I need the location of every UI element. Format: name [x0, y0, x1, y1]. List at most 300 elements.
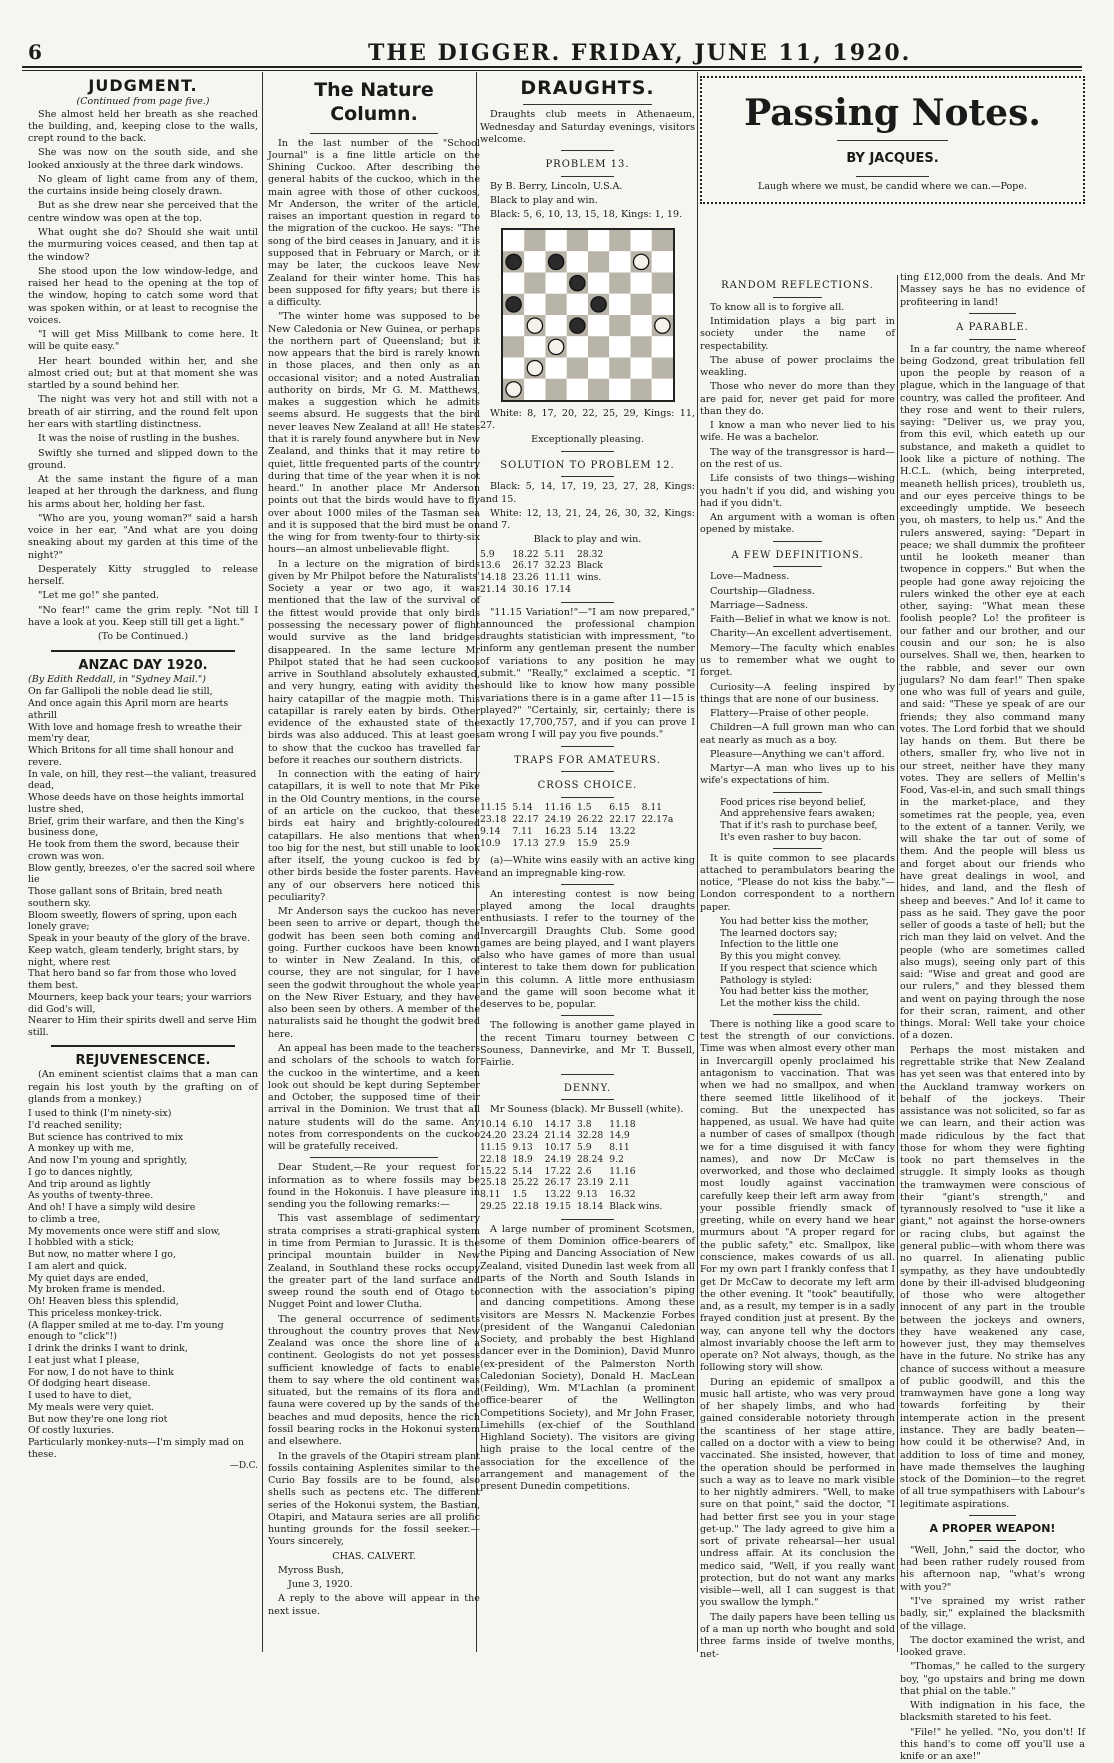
divider — [837, 140, 948, 141]
move-cell: Black — [576, 560, 603, 572]
verse-line: The learned doctors say; — [720, 927, 838, 939]
another-game-paragraph: The following is another game played in the recent Timaru tourney between C Souness, Dannevirke, and Mr T. Bussell, Fairlie. — [480, 1020, 695, 1069]
move-cell: 17.14 — [544, 583, 571, 595]
move-cell: 17.22 — [544, 1165, 571, 1177]
nature-paragraph: "The winter home was supposed to be New Caledonia or New Guinea, or perhaps the northern part of Queensland; but it now appears that the bird is rarely known in those places, and then only as an occasional visitor; and a noted Australian authority on birds, Mr G. M. Matthews, makes a suggestion which he admits seems absurd. He suggests that the bird never leaves New Zealand at all! He states that it is rarely found anywhere but in New Zealand, and thinks that it may retire to quiet, little frequented parts of the country during that time of the year when it is not heard." In another place Mr Anderson points out that the birds would have to fly over about 1000 miles of the Tasman sea and it is supposed that the bird must be on the wing for from twenty-four to thirty-six hours—an almost unbelievable flight. — [268, 311, 480, 556]
board-square — [609, 293, 630, 314]
poem-line: Oh! Heaven bless this splendid, — [28, 1296, 179, 1308]
poem-line: Of dodging heart disease. — [28, 1378, 151, 1390]
column-divider — [697, 72, 698, 1652]
moves-row — [480, 814, 679, 826]
moves-row — [480, 1189, 668, 1201]
column-1 — [28, 72, 258, 1632]
white-piece — [548, 339, 563, 354]
move-cell: 13.6 — [480, 560, 501, 572]
move-cell: 3.8 — [576, 1118, 592, 1130]
judgment-paragraph: Swiftly she turned and slipped down to the ground. — [28, 447, 258, 471]
rejuvenescence-signature: —D.C. — [229, 1460, 258, 1471]
column-2 — [268, 72, 480, 1632]
reflection: The way of the transgressor is hard—on the rest of us. — [700, 446, 895, 470]
move-cell: 1.5 — [576, 802, 592, 814]
move-cell: wins. — [576, 572, 602, 584]
board-square — [651, 336, 672, 357]
moves-row — [480, 802, 679, 814]
white-piece — [505, 381, 520, 396]
judgment-paragraph: No gleam of light came from any of them, the curtains inside being closely drawn. — [28, 173, 258, 198]
judgment-continued: (Continued from page five.) — [76, 96, 210, 108]
passing-motto: Laugh where we must, be candid where we can.—Pope. — [758, 181, 1027, 192]
board-square — [545, 230, 566, 251]
move-cell — [577, 584, 609, 596]
divider — [561, 602, 615, 603]
letter-paragraph: The general occurrence of sediments throughout the country proves that New Zealand was once the shore line of a continent. Geologists do not yet possess sufficient knowledge of facts to enable them to say where the old continent was situated, but the remains of its flora and fauna were covered up by the sands of the beaches and mud deposits, hence the rich fossil bearing rocks in the Hokonui system and elsewhere. — [268, 1313, 480, 1448]
board-square — [609, 336, 630, 357]
poem-line: And once again this April morn are hearts athrill — [28, 698, 229, 721]
move-cell: 1.5 — [512, 1189, 527, 1201]
judgment-paragraph: It was the noise of rustling in the bushes. — [38, 433, 240, 445]
move-cell: 16.32 — [609, 1189, 636, 1201]
smallpox-article — [700, 1019, 895, 1661]
board-square — [566, 336, 587, 357]
problem-title: PROBLEM 13. — [545, 159, 630, 171]
move-cell: 22.17 — [512, 813, 539, 825]
move-cell: 18.22 — [512, 548, 539, 560]
definitions — [700, 571, 895, 787]
move-cell: 26.17 — [544, 1177, 571, 1189]
moves-row — [480, 1119, 668, 1131]
move-cell: 5.14 — [576, 825, 598, 837]
judgment-paragraph: "Let me go!" she panted. — [38, 590, 160, 602]
move-cell: 21.14 — [544, 1130, 571, 1142]
move-cell: 5.14 — [512, 802, 533, 814]
move-cell: 26.17 — [512, 560, 539, 572]
divider — [969, 1540, 1015, 1541]
black-piece — [590, 296, 605, 311]
moves-row — [480, 1201, 668, 1213]
random-reflections — [700, 302, 895, 537]
kiss-verse — [700, 916, 895, 1010]
move-cell: 9.13 — [576, 1189, 598, 1201]
white-piece — [654, 318, 669, 333]
poem-line: to climb a tree, — [28, 1213, 101, 1225]
board-square — [566, 251, 587, 272]
board-square — [524, 293, 545, 314]
judgment-paragraph: "No fear!" came the grim reply. "Not till I have a look at you. Keep still till get a light." — [28, 604, 258, 628]
poem-line: (A flapper smiled at me to-day. I'm young enough to "click"!) — [28, 1319, 224, 1343]
parable-article — [900, 344, 1085, 1511]
weapon-paragraph: The doctor examined the wrist, and looked grave. — [900, 1634, 1085, 1659]
move-cell: 13.22 — [609, 825, 636, 837]
judgment-paragraph: She stood upon the low window-ledge, and raised her head to the opening at the top of the window, hoping to catch some word that was spoken within, or at least to recognise the voices. — [28, 265, 258, 326]
move-cell: 16.23 — [544, 825, 571, 837]
board-square — [503, 230, 524, 251]
moves-row — [480, 1142, 668, 1154]
poem-line: On far Gallipoli the noble dead lie still, — [28, 686, 213, 698]
verse-line: By this you might convey. — [720, 951, 842, 963]
nature-paragraph: Mr Anderson says the cuckoo has never been seen to arrive or depart, though the godwit has been seen both coming and going. Further cuckoos have been known to winter in New Zealand. In this, of course, they are not singular, for I have seen the godwit throughout the whole year on the New River Estuary, and they have also been seen by others. A member of the naturalists said he thought the godwit bred here. — [268, 906, 480, 1040]
board-square — [566, 230, 587, 251]
solution-white: White: 12, 13, 21, 24, 26, 30, 32, Kings: and 7. — [480, 507, 695, 532]
fossil-letter — [268, 1162, 480, 1548]
divider — [561, 476, 615, 477]
letter-paragraph: This vast assemblage of sedimentary strata comprises a strati-graphical system in time from Permian to Jurassic. It is the principal mountain builder in New Zealand, in Southland these rocks occupy the greater part of the land surface and sweep round the south end of Otago to Nugget Point and lower Clutha. — [268, 1213, 480, 1311]
moves-row — [480, 1166, 668, 1178]
to-be-continued: (To be Continued.) — [97, 631, 189, 643]
black-piece — [569, 318, 584, 333]
cross-choice-title: CROSS CHOICE. — [537, 780, 638, 792]
definition: Curiosity—A feeling inspired by things that are none of our business. — [700, 681, 895, 705]
parable-paragraph: Perhaps the most mistaken and regrettable strike that New Zealand has yet seen was that entered into by the Auckland tramway workers on behalf of the jockeys. Their assistance was not solicited, so far as we can learn, and their action was made ridiculous by the fact that those for whom they were fighting took no part themselves in the struggle. It simply looks as though the tramwaymen were conscious of their "giant's strength," and tyrannously resolved to "use it like a giant," not against the horse-owners or racing clubs, but against the general public—with whom there was no quarrel. In alienating public sympathy, as they have undoubtedly done by their ill-advised bludgeoning of those who were altogether innocent of any part in the trouble between the jockeys and owners, they have weakened any case, however just, they may themselves have in the future. No strike has any chance of success without a measure of public goodwill, and this the tramwaymen have gone a long way towards forfeiting by their intemperate action in the present instance. They are badly beaten—how could it be otherwise? And, in addition to loss of time and money, have made themselves the laughing stock of the Dominion—to the regret of all true sympathisers with Labour's legitimate aspirations. — [900, 1044, 1085, 1510]
move-cell: 9.2 — [609, 1153, 624, 1165]
problem-task: Black to play and win. — [490, 195, 598, 207]
definition: Marriage—Sadness. — [710, 599, 809, 611]
nature-body — [268, 138, 480, 1154]
poem-line: With love and homage fresh to wreathe their mem'ry dear, — [28, 721, 242, 745]
board-square — [503, 357, 524, 378]
board-square — [630, 378, 651, 399]
smallpox-paragraph: There is nothing like a good scare to test the strength of our convictions. Time was when almost every other man in Invercargill openly proclaimed his antagonism to vaccination. That was when we had no smallpox, and when there seemed little likelihood of it coming. But the unexpected has happened, as usual. We have had quite a number of cases of smallpox (though we for a time disguised it with fancy names), and now Dr McCaw is overworked, and those who declaimed most loudly against vaccination carefully keep their left arm away from your possible friendly smack of greeting, while on every hand we hear murmurs about "A proper regard for the public safety," etc. Smallpox, like conscience, makes cowards of us all. For my own part I frankly confess that I get Dr McCaw to decorate my left arm the other evening. It "took" beautifully, and, as a result, my temper is in a sadly frayed condition just at present. By the way, can anyone tell why the doctors almost invariably choose the left arm to operate on? Not always, though, as the following story will show. — [700, 1018, 895, 1374]
move-cell: 14.9 — [609, 1130, 630, 1142]
rejuvenescence-intro: (An eminent scientist claims that a man can regain his lost youth by the grafting on of glands from a monkey.) — [28, 1069, 258, 1105]
poem-line: Speak in your beauty of the glory of the brave. — [28, 933, 251, 945]
reflection: Those who never do more than they are paid for, never get paid for more than they do. — [700, 381, 895, 417]
board-square — [651, 230, 672, 251]
move-cell: 22.18 — [512, 1200, 539, 1212]
anzac-byline: (By Edith Reddall, in "Sydney Mail.") — [28, 674, 206, 686]
board-square — [651, 251, 672, 272]
board-square — [609, 272, 630, 293]
moves-row — [480, 1154, 668, 1166]
poem-line: I go to dances nightly, — [28, 1166, 133, 1178]
move-cell: 14.17 — [544, 1118, 571, 1130]
divider — [856, 176, 930, 177]
move-cell: 11.16 — [609, 1165, 636, 1177]
nature-paragraph: In a lecture on the migration of birds given by Mr Philpot before the Naturalists' Society a year or two ago, it was mentioned that the law of the survival of the fittest would provide that only birds possessing the necessary power of flight would survive as the land bridges disappeared. In the same lecture Mr Philpot stated that he had seen cuckoos arrive in Southland absolutely exhausted, and very hungry, eating with avidity the hairy catapillar of the magpie moth. This catapillar is rarely eaten by birds. Other evidence of the exhausted state of the birds was also adduced. This at least goes to show that the cuckoo has travelled far before it reaches our southern districts. — [268, 558, 480, 766]
passing-byline: BY JACQUES. — [846, 151, 939, 166]
column-5 — [900, 272, 1085, 1763]
move-cell: 15.22 — [480, 1165, 507, 1177]
move-cell: 6.15 — [609, 802, 630, 814]
poem-line: And now I'm young and sprightly, — [28, 1155, 188, 1167]
divider — [561, 451, 615, 452]
poem-line: Particularly monkey-nuts—I'm simply mad on these. — [28, 1437, 244, 1460]
divider — [523, 104, 652, 105]
rejuvenescence-poem — [28, 1108, 258, 1461]
move-cell: 25.22 — [512, 1177, 539, 1189]
move-cell: 15.9 — [576, 837, 598, 849]
solution-title: SOLUTION TO PROBLEM 12. — [500, 459, 675, 471]
board-square — [651, 293, 672, 314]
definition: Love—Madness. — [710, 571, 790, 583]
solution-moves-table — [480, 549, 609, 596]
poem-line: Keep watch, gleam tenderly, bright stars, by night, where rest — [28, 944, 239, 968]
board-square — [651, 357, 672, 378]
move-cell: 28.24 — [576, 1153, 604, 1165]
definition: Faith—Belief in what we know is not. — [710, 614, 891, 626]
poem-line: I am alert and quick. — [28, 1260, 128, 1272]
solution-task: Black to play and win. — [533, 534, 642, 546]
weapon-title: A PROPER WEAPON! — [929, 1521, 1056, 1535]
move-cell: 10.9 — [480, 837, 501, 849]
reflection: The abuse of power proclaims the weakling. — [700, 354, 895, 379]
rejuvenescence-heading: REJUVENESCENCE. — [75, 1052, 211, 1068]
variation-story: "11.15 Variation!"—"I am now prepared," announced the professional champion draughts statistician with impressment, "to inform any gentleman present the number of variations to any position he may submit." "Really," exclaimed a sceptic. "I should like to know how many possible variations there is in a game after 11—15 is played?" "Certainly, sir, certainly; there is exactly 17,700,757, and if you can prove I am wrong I will pay you five pounds." — [480, 606, 695, 741]
move-cell: 5.9 — [576, 1142, 592, 1154]
passing-notes-title: Passing Notes. — [744, 92, 1041, 134]
move-cell: 14.18 — [480, 572, 507, 584]
divider — [310, 1157, 437, 1158]
move-cell: 23.24 — [512, 1130, 539, 1142]
move-cell: 10.14 — [480, 1118, 507, 1130]
board-square — [630, 336, 651, 357]
masthead-rule — [22, 66, 1082, 68]
move-cell: 23.26 — [512, 572, 539, 584]
move-cell: 26.22 — [576, 813, 604, 825]
move-cell: 10.17 — [544, 1142, 571, 1154]
move-cell: 22.17 — [609, 813, 636, 825]
board-square — [630, 357, 651, 378]
board-square — [588, 272, 609, 293]
verse-line: You had better kiss the mother, — [720, 915, 869, 927]
nature-paragraph: In connection with the eating of hairy catapillars, it is well to note that Mr Pike in the Old Country mentions, in the course of an article on the cuckoo, that these birds eat hairy and brightly-coloured catapillars. He also mentions that when too big for the nest, but still unable to look after itself, the young cuckoo is fed by other birds beside the foster parents. Have any of our observers here noticed this peculiarity? — [268, 769, 480, 903]
verse-line: That if it's rash to purchase beef, — [720, 820, 878, 832]
move-cell: 23.19 — [576, 1177, 604, 1189]
board-square — [566, 378, 587, 399]
board-square — [503, 336, 524, 357]
board-square — [630, 272, 651, 293]
scotsmen-paragraph: A large number of prominent Scotsmen, some of them Dominion office-bearers of the Piping and Dancing Association of New Zealand, visited Dunedin last week from all parts of the North and South Islands in connection with the association's piping and dancing competitions. Among these visitors are Messrs N. Mackenzie Forbes (president of the Wanganui Caledonian Society, and probably the best Highland dancer ever in the Dominion), David Munro (ex-president of the Palmerston North Caledonian Society), Donald H. MacLean (Feilding), Wm. M'Lachlan (a prominent office-bearer of the Wellington Competitions Society), and Mr John Fraser, Limehills (ex-chief of the Southland Highland Society). The visitors are giving high praise to the local centre of the association for the excellence of the arrangement and management of the present Dunedin competitions. — [480, 1223, 695, 1493]
moves-row — [480, 549, 609, 561]
move-cell: 5.9 — [480, 548, 495, 560]
judgment-paragraph: At the same instant the figure of a man leaped at her through the darkness, and flung his arms about her, holding her fast. — [28, 474, 258, 510]
poem-line: I eat just what I please, — [28, 1354, 140, 1366]
defs-title: A FEW DEFINITIONS. — [731, 549, 864, 561]
judgment-paragraph: Desperately Kitty struggled to release herself. — [28, 563, 258, 588]
poem-line: Brief, grim their warfare, and then the King's business done, — [28, 815, 245, 839]
definition: Memory—The faculty which enables us to remember what we ought to forget. — [700, 642, 895, 679]
poem-line: But now, no matter where I go, — [28, 1249, 176, 1261]
move-cell: 17.13 — [512, 837, 539, 849]
poem-line: Nearer to Him their spirits dwell and serve Him still. — [28, 1015, 257, 1039]
draughts-intro: Draughts club meets in Athenaeum, Wednesday and Saturday evenings, visitors welcome. — [480, 109, 695, 145]
board-square — [524, 378, 545, 399]
board-square — [651, 378, 672, 399]
white-piece — [633, 254, 648, 269]
divider — [51, 1045, 235, 1047]
weapon-story — [900, 1545, 1085, 1763]
moves-row — [480, 1130, 668, 1142]
move-cell: 24.19 — [544, 813, 571, 825]
board-square — [630, 230, 651, 251]
white-position: White: 8, 17, 20, 22, 25, 29, Kings: 11, 27. — [480, 407, 695, 431]
move-cell: 11.11 — [544, 572, 571, 584]
divider — [561, 150, 615, 151]
nature-paragraph: In the last number of the "School Journal" is a fine little article on the Shining Cuckoo. After describing the general habits of the cuckoo, which in the main agree with those of other cuckoos, Mr Anderson, the writer of the article, raises an important question in regard to the migration of the cuckoo. He says: "The song of the bird ceases in January, and it is supposed that in February or March, or it may be later, the cuckoos leave New Zealand for their winter home. This has been supposed for fifty years; but there is a difficulty. — [268, 137, 480, 309]
traps-title: TRAPS FOR AMATEURS. — [514, 754, 661, 766]
board-square — [503, 315, 524, 336]
poem-line: My quiet days are ended, — [28, 1272, 149, 1284]
judgment-paragraph: "I will get Miss Millbank to come here. It will be quite easy." — [28, 329, 258, 353]
poem-line: Mourners, keep back your tears; your warriors did God's will, — [28, 991, 252, 1015]
move-cell: 5.14 — [512, 1165, 533, 1177]
column-4 — [700, 272, 895, 1660]
board-square — [545, 357, 566, 378]
passing-notes-box — [700, 76, 1085, 204]
denny-title: DENNY. — [563, 1082, 612, 1094]
board-square — [545, 272, 566, 293]
board-square — [588, 357, 609, 378]
move-cell: 9.13 — [512, 1142, 533, 1154]
poem-line: Bloom sweetly, flowers of spring, upon each lonely grave; — [28, 909, 238, 933]
poem-line: This priceless monkey-trick. — [28, 1307, 162, 1319]
draughts-heading: DRAUGHTS. — [520, 77, 655, 99]
judgment-paragraph: "Who are you, young woman?" said a harsh voice in her ear, "And what are you doing sneaking about my garden at this time of the night?" — [28, 512, 258, 561]
masthead-rule-thin — [22, 70, 1082, 71]
smallpox-paragraph: The daily papers have been telling us of a man up north who bought and sold three farms inside of twelve months, net- — [700, 1611, 895, 1660]
divider — [773, 1014, 822, 1015]
divider — [969, 339, 1015, 340]
board-square — [609, 378, 630, 399]
judgment-heading: JUDGMENT. — [88, 76, 198, 95]
poem-line: Which Britons for all time shall honour and revere. — [28, 745, 234, 768]
poem-line: In vale, on hill, they rest—the valiant, treasured dead, — [28, 768, 257, 792]
solution-black: Black: 5, 14, 17, 19, 23, 27, 28, Kings: and 15. — [480, 481, 695, 505]
board-square — [609, 315, 630, 336]
verse-line: If you respect that science which — [720, 962, 878, 974]
food-verse — [700, 797, 895, 844]
definition: Flattery—Praise of other people. — [710, 708, 869, 720]
definition: Charity—An excellent advertisement. — [710, 628, 892, 640]
page-number: 6 — [28, 40, 42, 64]
divider — [969, 313, 1015, 314]
divider — [310, 133, 437, 134]
weapon-paragraph: "Thomas," he called to the surgery boy, "go upstairs and bring me down that phial on the table." — [900, 1661, 1085, 1697]
board-square — [566, 357, 587, 378]
moves-row — [480, 826, 679, 838]
letter-paragraph: Dear Student,—Re your request for information as to where fossils may be found in the Hokonuis. I have pleasure in sending you the following remarks:— — [268, 1162, 480, 1211]
poem-line: That hero band so far from those who loved them best. — [28, 968, 237, 992]
judgment-paragraph: She almost held her breath as she reached the building, and, keeping close to the walls, crept round to the back. — [28, 108, 258, 145]
black-piece — [505, 296, 520, 311]
move-cell: 27.9 — [544, 837, 566, 849]
judgment-paragraph: Her heart bounded within her, and she almost cried out; but at that moment she was startled by a sound behind her. — [28, 355, 258, 392]
cross-choice-table — [480, 802, 679, 849]
poem-line: I'd reached senility; — [28, 1119, 123, 1131]
white-piece — [527, 360, 542, 375]
move-cell: 8.11 — [480, 1189, 501, 1201]
board-square — [524, 272, 545, 293]
divider — [561, 1074, 615, 1075]
move-cell: 11.18 — [609, 1118, 636, 1130]
poem-line: I drink the drinks I want to drink, — [28, 1343, 188, 1355]
weapon-paragraph: With indignation in his face, the blacksmith stareted to his feet. — [900, 1700, 1085, 1724]
board-square — [524, 251, 545, 272]
board-square — [630, 315, 651, 336]
poem-line: He took from them the sword, because their crown was won. — [28, 839, 239, 862]
verse-line: Let the mother kiss the child. — [720, 998, 861, 1010]
divider — [51, 650, 235, 652]
passing-notes-header — [700, 72, 1085, 204]
moves-row — [480, 560, 609, 572]
letter-date: June 3, 1920. — [288, 1579, 353, 1591]
poem-line: I hobbled with a stick; — [28, 1237, 134, 1249]
poem-line: My broken frame is mended. — [28, 1284, 166, 1296]
pleasing-note: Exceptionally pleasing. — [531, 434, 644, 446]
board-square — [609, 251, 630, 272]
definition: Pleasure—Anything we can't afford. — [710, 748, 885, 760]
poem-line: My movements once were stiff and slow, — [28, 1225, 221, 1237]
divider — [773, 297, 822, 298]
divider — [561, 771, 615, 772]
parable-paragraph: In a far country, the name whereof being Godzond, great tribulation fell upon the people by reason of a plague, which in the language of that country, was called the profiteer. And they rose and went to their rulers, saying: "Deliver us, we pray you, from this evil, which eateth up our substance, and maketh a quidlet to look like a picture of nothing. The H.C.L. (which, being interpreted, meaneth hellish prices), troubleth us, and our eyes perceive things to be exceedingly umptide. We beseech you, oh masters, to help us." And the rulers answered, saying: "Depart in peace; we shall dummix the profiteer until he looketh meaner than twopence in coppers." But when the people had gone away rejoicing the rulers winked the other eye at each other, saying: "What mean these foolish people? Lo! the profiteer is our father and our brother, and our cousin and our son; he is also ourselves. Shall we, then, hearken to the rabble, and sever our own jugulars? No dam fear!" Then spake one who was full of years and guile, and said: "These ye speak of are our friends; they also command many votes. The Lord forbid that we should lay hands on them. But there be others, smaller fry, who live not in our street, neither have they many votes. They are sellers of Mellin's Food, Vas-el-in, and such small things in the market-place, and they sometimes rat the people, yea, even to the extent of a tanner. Verily, we will shake the tar out of some of them. And the people will bless us and forget about our friends who have great dealings in wool, and hides, and land, and the flesh of sheep and beeves." And lo! it came to pass as he said. They gave the poor seller of goods a taste of hell; but the rich man they laid on velvet. And the people (who are sometimes called also mugs), seeing only part of this said: "Wise and great and good are our rulers," and they blessed them and went on paying through the nose for their scran, raiment, and other things. Moral: Well take your choice of a dozen. — [900, 343, 1085, 1042]
board-square — [630, 293, 651, 314]
divider — [561, 176, 615, 177]
move-cell: 25.18 — [480, 1177, 507, 1189]
parable-title: A PARABLE. — [956, 321, 1029, 333]
divider — [773, 541, 822, 542]
move-cell: 5.11 — [544, 548, 566, 560]
denny-moves-table — [480, 1119, 668, 1213]
draughts-board — [501, 228, 675, 402]
moves-row — [480, 1177, 668, 1189]
masthead-title: THE DIGGER. FRIDAY, JUNE 11, 1920. — [368, 40, 912, 66]
move-cell — [642, 838, 680, 850]
board-square — [503, 272, 524, 293]
poem-line: Whose deeds have on those heights immortal lustre shed, — [28, 792, 244, 815]
move-cell: 18.14 — [576, 1200, 604, 1212]
verse-line: You had better kiss the mother, — [720, 986, 869, 998]
column-divider — [897, 275, 898, 1652]
letter-place: Myross Bush, — [278, 1564, 344, 1576]
move-cell: 24.19 — [544, 1153, 571, 1165]
move-cell: 21.14 — [480, 583, 507, 595]
move-cell: 11.16 — [544, 802, 571, 814]
move-cell: 2.6 — [576, 1165, 592, 1177]
poem-line: And oh! I have a simply wild desire — [28, 1202, 196, 1214]
board-square — [524, 230, 545, 251]
board-square — [609, 357, 630, 378]
divider — [773, 566, 822, 567]
black-piece — [569, 275, 584, 290]
move-cell: 8.11 — [641, 802, 663, 814]
divider — [561, 797, 615, 798]
move-cell: 8.11 — [609, 1142, 630, 1154]
divider — [773, 848, 822, 849]
column-3 — [480, 72, 695, 1632]
move-cell: 6.10 — [512, 1118, 533, 1130]
divider — [561, 1099, 615, 1100]
board-square — [545, 378, 566, 399]
move-cell: 32.23 — [544, 560, 571, 572]
definition: Courtship—Gladness. — [710, 585, 815, 597]
poem-line: Of costly luxuries. — [28, 1425, 115, 1437]
move-cell: 25.9 — [609, 837, 630, 849]
board-square — [588, 251, 609, 272]
poem-line: But now they're one long riot — [28, 1413, 168, 1425]
move-cell: 11.15 — [480, 802, 507, 814]
verse-line: Infection to the little one — [720, 939, 839, 951]
move-cell: 30.16 — [512, 583, 539, 595]
reflection: An argument with a woman is often opened by mistake. — [700, 512, 895, 536]
move-cell: 29.25 — [480, 1200, 507, 1212]
poem-line: I used to have to diet, — [28, 1390, 132, 1402]
board-square — [588, 336, 609, 357]
board-square — [545, 315, 566, 336]
letter-signature: CHAS. CALVERT. — [332, 1550, 416, 1562]
divider — [561, 1219, 615, 1220]
deals-continuation: ting £12,000 from the deals. And Mr Massey says he has no evidence of profiteering in land! — [900, 272, 1085, 308]
move-cell: Black wins. — [609, 1200, 663, 1212]
